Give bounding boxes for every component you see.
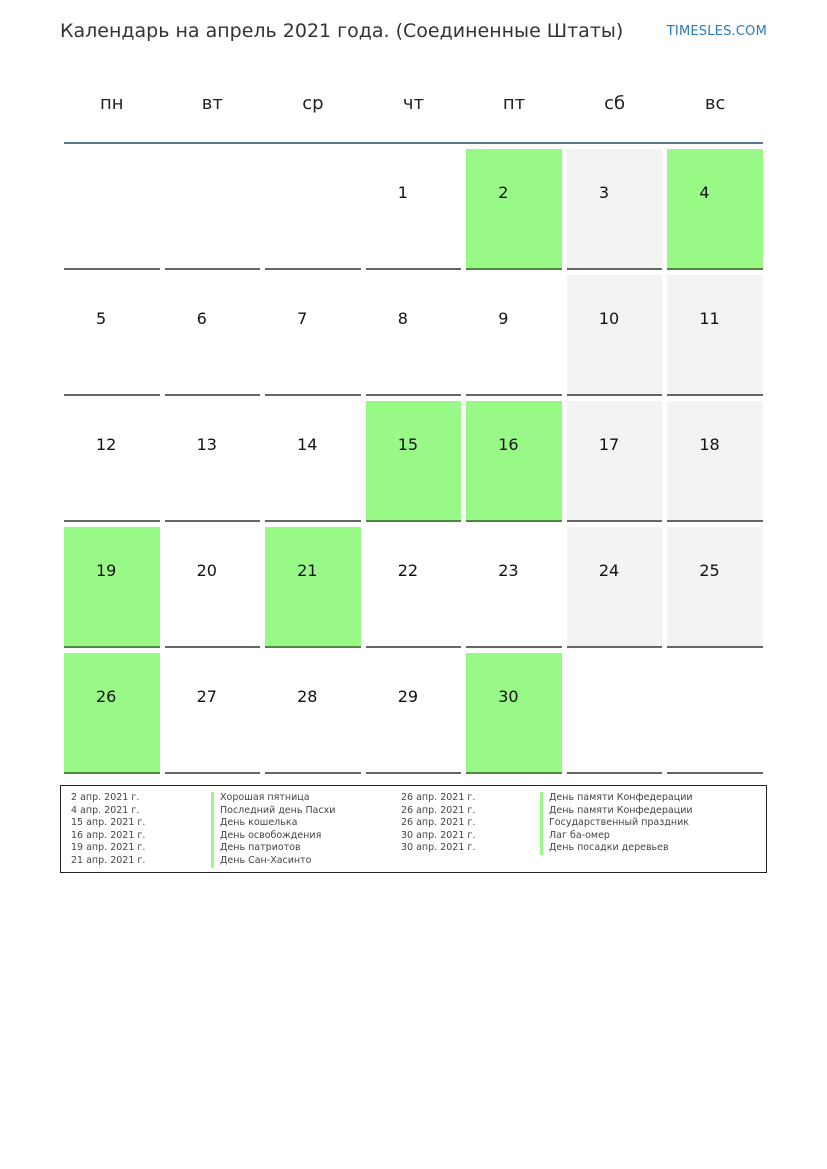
- day-number: 19: [96, 561, 117, 580]
- day-number: 30: [498, 687, 519, 706]
- day-number: 22: [397, 561, 419, 580]
- holiday-name: Хорошая пятница: [211, 792, 335, 805]
- holiday-date: 15 апр. 2021 г.: [71, 817, 146, 829]
- holiday-legend: [60, 785, 767, 873]
- day-number: 26: [96, 687, 117, 706]
- day-cell: [567, 149, 663, 270]
- day-cell: [265, 275, 361, 396]
- day-number: 4: [699, 183, 710, 202]
- day-cell: [466, 401, 562, 522]
- holiday-name: День Сан-Хасинто: [211, 855, 335, 868]
- day-cell: [366, 653, 462, 774]
- day-cell: [165, 527, 261, 648]
- day-cell: [366, 275, 462, 396]
- day-cell: [265, 149, 361, 270]
- day-cell: [567, 653, 663, 774]
- week-row: [64, 401, 763, 522]
- holiday-date: 16 апр. 2021 г.: [71, 829, 146, 841]
- day-number: 3: [598, 183, 609, 202]
- day-cell: [366, 527, 462, 648]
- holiday-name: День памяти Конфедерации: [540, 792, 693, 805]
- weeks: [64, 149, 763, 779]
- holiday-date: 30 апр. 2021 г.: [401, 842, 476, 854]
- holiday-name: День кошелька: [211, 817, 335, 830]
- week-row: [64, 653, 763, 774]
- day-cell: [165, 275, 261, 396]
- day-cell: [366, 401, 462, 522]
- holiday-name: День памяти Конфедерации: [540, 805, 693, 818]
- day-cell: [165, 401, 261, 522]
- day-cell: [667, 653, 763, 774]
- day-number: 29: [397, 687, 419, 706]
- week-row: [64, 527, 763, 648]
- weekday-label: ср: [302, 93, 324, 114]
- legend-names-left: [211, 792, 335, 868]
- day-number: 16: [498, 435, 519, 454]
- day-number: 20: [196, 561, 217, 580]
- day-number: 25: [699, 561, 720, 580]
- day-cell: [64, 149, 160, 270]
- day-number: 23: [498, 561, 519, 580]
- day-cell: [64, 401, 160, 522]
- week-row: [64, 275, 763, 396]
- day-number: 27: [196, 687, 217, 706]
- day-number: 17: [598, 435, 620, 454]
- day-number: 10: [598, 309, 620, 328]
- holiday-name: Лаг ба-омер: [540, 830, 693, 843]
- weekday-label: вс: [704, 93, 726, 114]
- day-number: 8: [397, 309, 408, 328]
- day-cell: [165, 149, 261, 270]
- day-cell: [265, 401, 361, 522]
- holiday-date: 21 апр. 2021 г.: [71, 854, 146, 866]
- day-number: 6: [196, 309, 207, 328]
- day-number: 18: [699, 435, 720, 454]
- holiday-date: 26 апр. 2021 г.: [401, 817, 476, 829]
- legend-names-right: [540, 792, 693, 855]
- day-cell: [667, 149, 763, 270]
- day-cell: [265, 653, 361, 774]
- brand-link[interactable]: TIMESLES.COM: [666, 24, 767, 39]
- weekday-label: чт: [402, 93, 425, 114]
- day-number: 7: [297, 309, 308, 328]
- day-cell: [466, 149, 562, 270]
- day-cell: [466, 653, 562, 774]
- header-divider: [64, 142, 763, 144]
- day-number: 24: [598, 561, 620, 580]
- day-number: 15: [397, 435, 419, 454]
- day-cell: [64, 653, 160, 774]
- holiday-date: 2 апр. 2021 г.: [71, 792, 140, 803]
- day-cell: [265, 527, 361, 648]
- day-cell: [466, 275, 562, 396]
- day-number: 2: [498, 183, 509, 202]
- legend-dates-right: [401, 792, 475, 855]
- day-cell: [64, 527, 160, 648]
- weekday-label: пн: [100, 93, 124, 114]
- holiday-name: Последний день Пасхи: [211, 805, 335, 818]
- day-number: 28: [297, 687, 318, 706]
- day-number: 11: [699, 309, 720, 328]
- day-cell: [165, 653, 261, 774]
- weekday-label: вт: [201, 93, 223, 114]
- day-number: 9: [498, 309, 509, 328]
- day-number: 21: [297, 561, 318, 580]
- day-cell: [667, 401, 763, 522]
- weekday-header: [64, 84, 763, 142]
- holiday-name: День освобождения: [211, 830, 335, 843]
- day-cell: [567, 275, 663, 396]
- legend-dates-left: [71, 792, 145, 868]
- holiday-date: 30 апр. 2021 г.: [401, 829, 476, 841]
- day-cell: [567, 527, 663, 648]
- weekday-label: пт: [502, 93, 526, 114]
- holiday-date: 4 апр. 2021 г.: [71, 804, 140, 816]
- holiday-date: 26 апр. 2021 г.: [401, 792, 476, 803]
- day-cell: [366, 149, 462, 270]
- day-cell: [567, 401, 663, 522]
- day-cell: [667, 275, 763, 396]
- week-row: [64, 149, 763, 270]
- weekday-label: сб: [604, 93, 626, 114]
- calendar-grid: [64, 84, 763, 706]
- day-cell: [64, 275, 160, 396]
- holiday-name: День патриотов: [211, 842, 335, 855]
- day-number: 14: [297, 435, 318, 454]
- day-number: 12: [96, 435, 117, 454]
- day-number: 13: [196, 435, 217, 454]
- holiday-date: 26 апр. 2021 г.: [401, 804, 476, 816]
- holiday-name: День посадки деревьев: [540, 842, 693, 855]
- holiday-name: Государственный праздник: [540, 817, 693, 830]
- day-number: 5: [96, 309, 107, 328]
- day-cell: [466, 527, 562, 648]
- holiday-date: 19 апр. 2021 г.: [71, 842, 146, 854]
- page-title: Календарь на апрель 2021 года. (Соединенные Штаты): [60, 20, 624, 42]
- day-cell: [667, 527, 763, 648]
- day-number: 1: [397, 183, 408, 202]
